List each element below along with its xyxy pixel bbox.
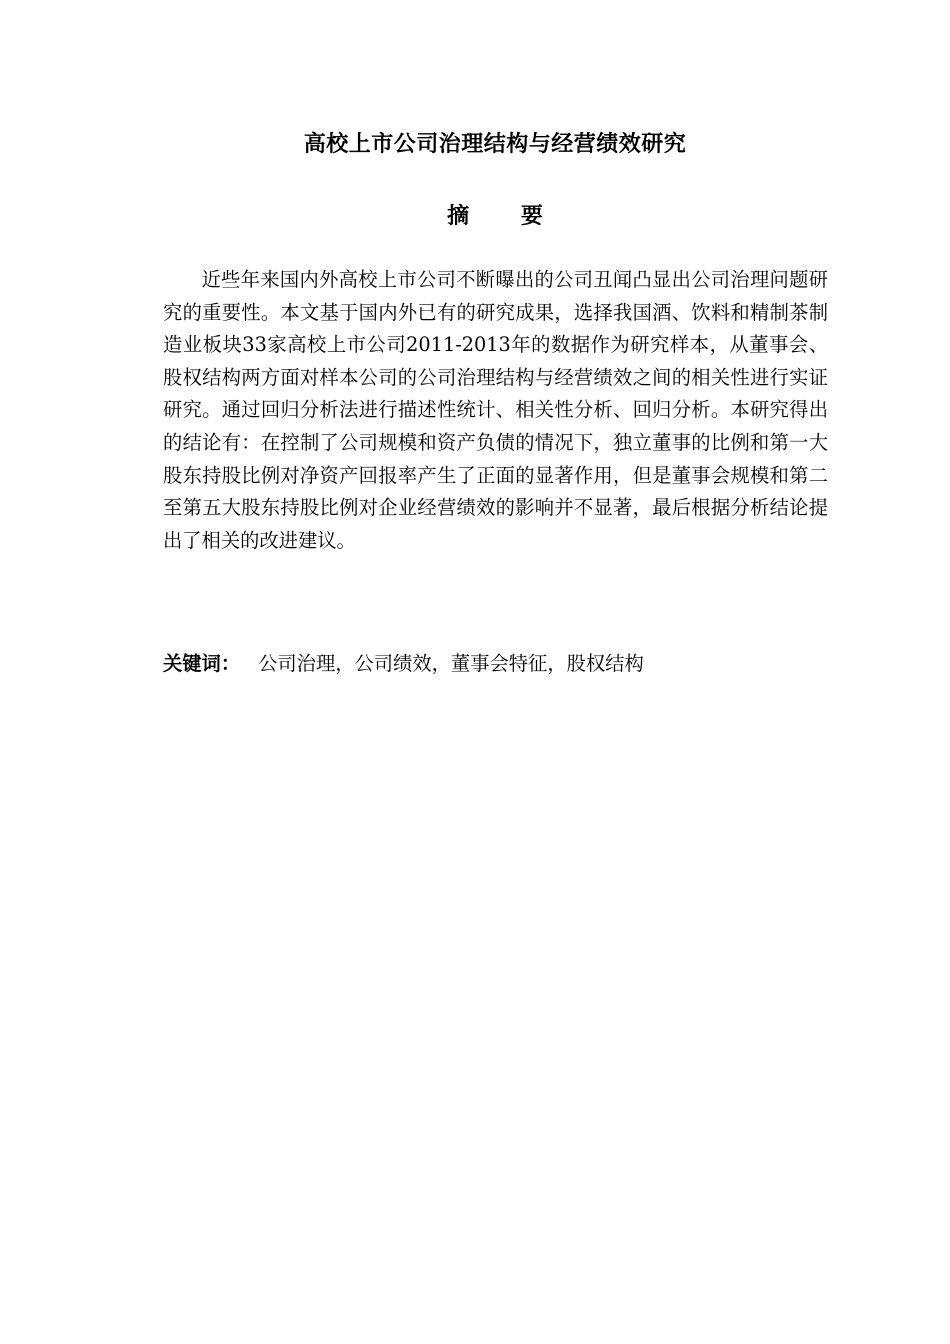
keywords-label: 关键词： (163, 652, 241, 675)
abstract-body: 近些年来国内外高校上市公司不断曝出的公司丑闻凸显出公司治理问题研究的重要性。本文基于国内外已有的研究成果，选择我国酒、饮料和精制茶制造业板块33家高校上市公司2011-2013年的数据作为研究样本，从董事会、股权结构两方面对样本公司的公司治理结构与经营绩效之间的相关性进行实证研究。通过回归分析法进行描述性统计、相关性分析、回归分析。本研究得出的结论有：在控制了公司规模和资产负债的情况下，独立董事的比例和第一大股东持股比例对净资产回报率产生了正面的显著作用，但是董事会规模和第二至第五大股东持股比例对企业经营绩效的影响并不显著，最后根据分析结论提出了相关的改进建议。 (163, 268, 828, 552)
document-title: 高校上市公司治理结构与经营绩效研究 (303, 132, 687, 157)
keywords-line (163, 648, 828, 680)
keywords-value: 公司治理，公司绩效，董事会特征，股权结构 (258, 652, 644, 675)
abstract-heading: 摘 要 (447, 204, 543, 229)
